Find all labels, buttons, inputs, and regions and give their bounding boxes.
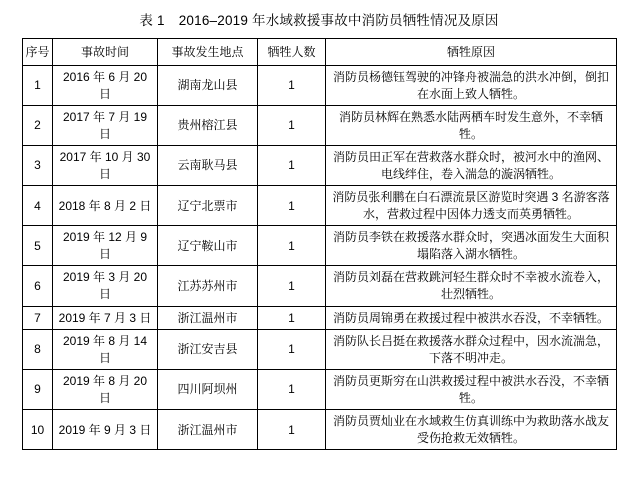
column-header-count: 牺牲人数 bbox=[258, 39, 326, 66]
cell-count: 1 bbox=[258, 186, 326, 226]
cell-count: 1 bbox=[258, 266, 326, 306]
cell-count: 1 bbox=[258, 410, 326, 450]
table-body bbox=[23, 66, 617, 450]
column-header-index: 序号 bbox=[23, 39, 53, 66]
table-header-row bbox=[23, 39, 617, 66]
cell-index: 2 bbox=[23, 106, 53, 146]
cell-count: 1 bbox=[258, 146, 326, 186]
table-row bbox=[23, 370, 617, 410]
cell-count: 1 bbox=[258, 330, 326, 370]
cell-time: 2019 年 12 月 9 日 bbox=[53, 226, 158, 266]
cell-reason: 消防员林辉在熟悉水陆两栖车时发生意外，不幸牺牲。 bbox=[326, 106, 617, 146]
cell-time: 2019 年 8 月 14 日 bbox=[53, 330, 158, 370]
cell-place: 浙江温州市 bbox=[158, 410, 258, 450]
cell-time: 2017 年 7 月 19 日 bbox=[53, 106, 158, 146]
cell-place: 贵州榕江县 bbox=[158, 106, 258, 146]
table-row bbox=[23, 106, 617, 146]
column-header-time: 事故时间 bbox=[53, 39, 158, 66]
cell-index: 8 bbox=[23, 330, 53, 370]
cell-index: 4 bbox=[23, 186, 53, 226]
cell-place: 四川阿坝州 bbox=[158, 370, 258, 410]
cell-time: 2019 年 7 月 3 日 bbox=[53, 306, 158, 330]
cell-place: 浙江温州市 bbox=[158, 306, 258, 330]
table-row bbox=[23, 226, 617, 266]
column-header-reason: 牺牲原因 bbox=[326, 39, 617, 66]
cell-index: 5 bbox=[23, 226, 53, 266]
cell-index: 1 bbox=[23, 66, 53, 106]
cell-count: 1 bbox=[258, 66, 326, 106]
cell-reason: 消防员更斯穷在山洪救援过程中被洪水吞没，不幸牺牲。 bbox=[326, 370, 617, 410]
cell-place: 湖南龙山县 bbox=[158, 66, 258, 106]
cell-count: 1 bbox=[258, 306, 326, 330]
cell-index: 6 bbox=[23, 266, 53, 306]
cell-reason: 消防队长吕挺在救援落水群众过程中，因水流湍急，下落不明冲走。 bbox=[326, 330, 617, 370]
table-row bbox=[23, 266, 617, 306]
cell-time: 2019 年 9 月 3 日 bbox=[53, 410, 158, 450]
table-caption bbox=[0, 0, 638, 38]
cell-reason: 消防员周锦勇在救援过程中被洪水吞没，不幸牺牲。 bbox=[326, 306, 617, 330]
cell-reason: 消防员田正军在营救落水群众时，被河水中的渔网、电线绊住，卷入湍急的漩涡牺牲。 bbox=[326, 146, 617, 186]
cell-index: 9 bbox=[23, 370, 53, 410]
cell-reason: 消防员贾灿业在水域救生仿真训练中为救助落水战友受伤抢救无效牺牲。 bbox=[326, 410, 617, 450]
cell-time: 2017 年 10 月 30 日 bbox=[53, 146, 158, 186]
table-container bbox=[0, 38, 638, 450]
cell-time: 2016 年 6 月 20 日 bbox=[53, 66, 158, 106]
cell-reason: 消防员刘磊在营救跳河轻生群众时不幸被水流卷入，壮烈牺牲。 bbox=[326, 266, 617, 306]
column-header-place: 事故发生地点 bbox=[158, 39, 258, 66]
cell-count: 1 bbox=[258, 226, 326, 266]
table-row bbox=[23, 186, 617, 226]
cell-place: 云南耿马县 bbox=[158, 146, 258, 186]
cell-reason: 消防员杨德钰驾驶的冲锋舟被湍急的洪水冲倒，倒扣在水面上致人牺牲。 bbox=[326, 66, 617, 106]
cell-time: 2018 年 8 月 2 日 bbox=[53, 186, 158, 226]
table-header bbox=[23, 39, 617, 66]
cell-place: 江苏苏州市 bbox=[158, 266, 258, 306]
table-row bbox=[23, 66, 617, 106]
cell-index: 7 bbox=[23, 306, 53, 330]
cell-place: 浙江安吉县 bbox=[158, 330, 258, 370]
cell-reason: 消防员张利鹏在白石漂流景区游览时突遇 3 名游客落水，营救过程中因体力透支而英勇牺牲。 bbox=[326, 186, 617, 226]
cell-time: 2019 年 3 月 20 日 bbox=[53, 266, 158, 306]
table-row bbox=[23, 306, 617, 330]
cell-count: 1 bbox=[258, 106, 326, 146]
cell-count: 1 bbox=[258, 370, 326, 410]
casualty-table bbox=[22, 38, 617, 450]
cell-reason: 消防员李铁在救援落水群众时，突遇冰面发生大面积塌陷落入湖水牺牲。 bbox=[326, 226, 617, 266]
table-caption-number: 表 1 bbox=[139, 13, 165, 28]
table-caption-text: 2016–2019 年水域救援事故中消防员牺牲情况及原因 bbox=[178, 13, 499, 28]
cell-index: 3 bbox=[23, 146, 53, 186]
cell-place: 辽宁北票市 bbox=[158, 186, 258, 226]
table-row bbox=[23, 410, 617, 450]
table-row bbox=[23, 330, 617, 370]
cell-time: 2019 年 8 月 20 日 bbox=[53, 370, 158, 410]
cell-place: 辽宁鞍山市 bbox=[158, 226, 258, 266]
cell-index: 10 bbox=[23, 410, 53, 450]
table-row bbox=[23, 146, 617, 186]
